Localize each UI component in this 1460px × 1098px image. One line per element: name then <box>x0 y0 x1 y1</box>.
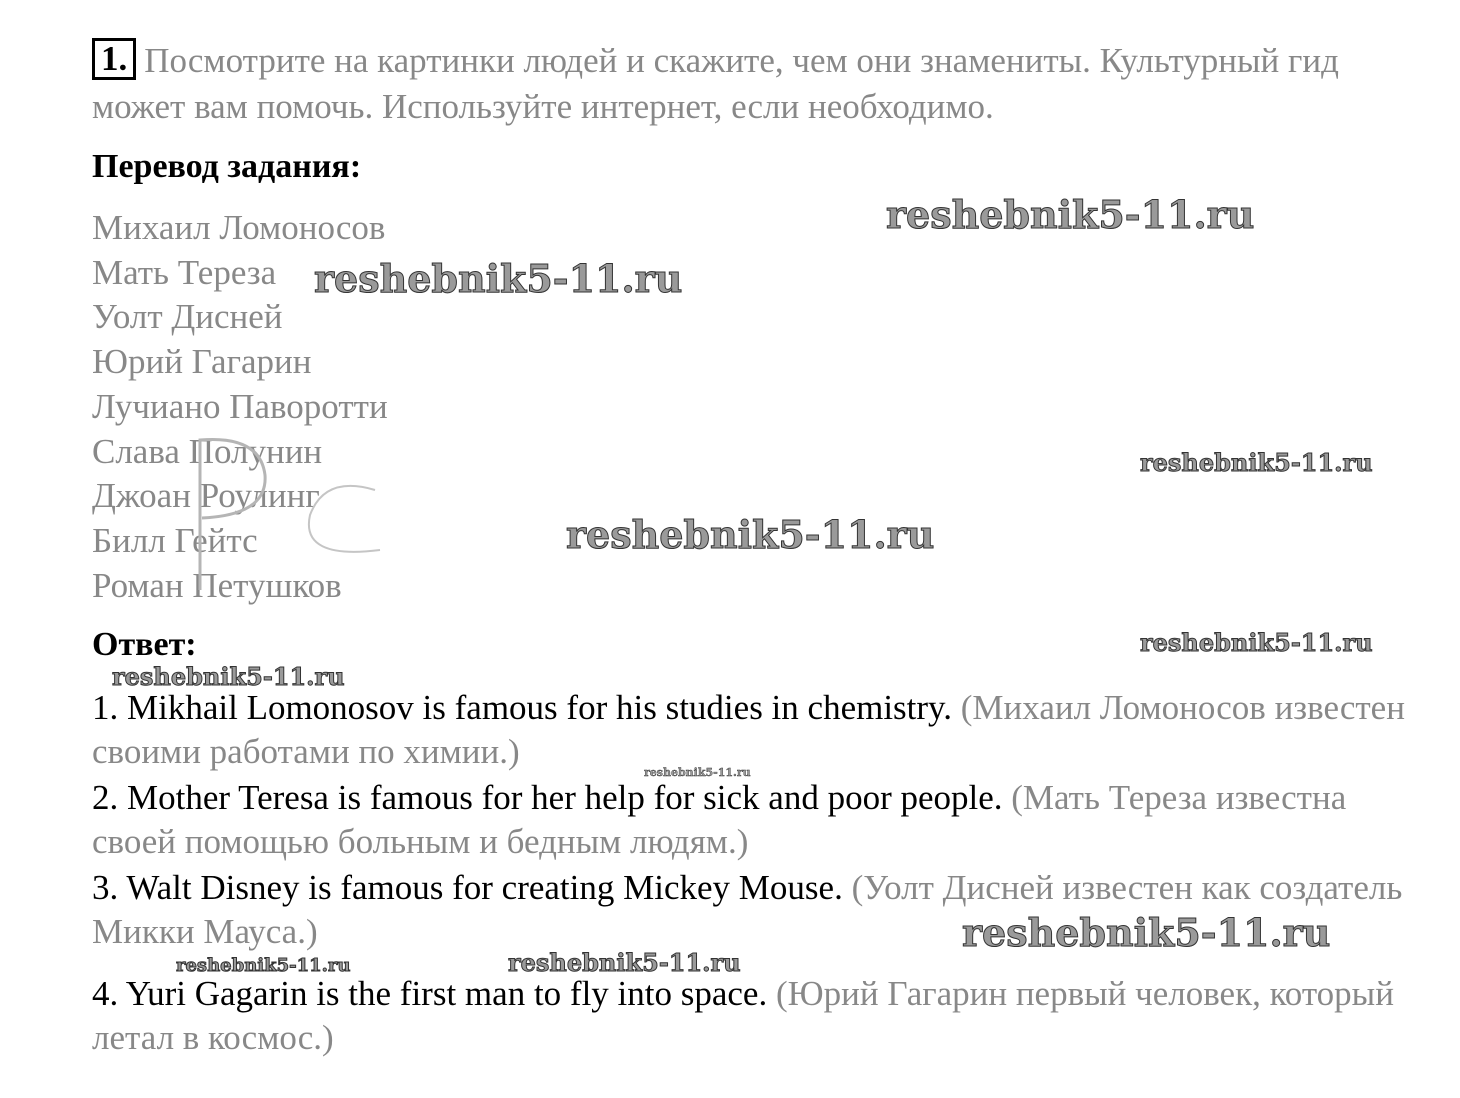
answers-list <box>92 686 1422 1060</box>
watermark-text: reshebnik5-11.ru <box>112 662 345 691</box>
logo-mark <box>190 430 390 600</box>
watermark-text: reshebnik5-11.ru <box>1140 628 1373 657</box>
answer-item <box>92 776 1422 864</box>
watermark-text: reshebnik5-11.ru <box>314 256 683 301</box>
watermark-text: reshebnik5-11.ru <box>1140 448 1373 477</box>
answer-russian: (Юрий Гагарин первый человек, который летал в космос.) <box>92 974 1394 1057</box>
watermark-text: reshebnik5-11.ru <box>566 512 935 557</box>
list-item: Роман Петушков <box>92 565 342 605</box>
watermark-text: reshebnik5-11.ru <box>886 192 1255 237</box>
watermark-text: reshebnik5-11.ru <box>644 766 751 779</box>
list-item: Михаил Ломоносов <box>92 208 386 247</box>
answer-english: 4. Yuri Gagarin is the first man to fly into space. <box>92 974 768 1013</box>
answer-item <box>92 972 1422 1060</box>
answer-russian: (Уолт Дисней известен как создатель Микки Мауса.) <box>92 868 1403 951</box>
list-item: Мать Тереза <box>92 252 277 292</box>
answer-english: 2. Mother Teresa is famous for her help for sick and poor people. <box>92 778 1003 817</box>
watermark-text: reshebnik5-11.ru <box>962 910 1331 955</box>
answer-russian: (Михаил Ломоносов известен своими работами по химии.) <box>92 688 1405 771</box>
watermark-text: reshebnik5-11.ru <box>508 948 741 977</box>
task-statement <box>92 38 1432 130</box>
list-item: Слава Полунин <box>92 431 323 471</box>
list-item: Уолт Дисней <box>92 297 283 337</box>
answer-english: 1. Mikhail Lomonosov is famous for his studies in chemistry. <box>92 688 953 727</box>
answer-item <box>92 686 1422 774</box>
answer-russian: (Мать Тереза известна своей помощью больным и бедным людям.) <box>92 778 1347 861</box>
watermark-text: reshebnik5-11.ru <box>176 955 351 976</box>
task-number: 1. <box>92 38 136 80</box>
list-item: Джоан Роулинг <box>92 476 320 516</box>
answer-heading: Ответ: <box>92 626 197 663</box>
list-item: Лучиано Паворотти <box>92 386 388 426</box>
answer-english: 3. Walt Disney is famous for creating Mickey Mouse. <box>92 868 843 907</box>
translation-heading: Перевод задания: <box>92 148 362 185</box>
list-item: Билл Гейтс <box>92 520 258 560</box>
list-item: Юрий Гагарин <box>92 342 312 382</box>
task-text: Посмотрите на картинки людей и скажите, чем они знамениты. Культурный гид может вам помочь. Используйте интернет, если необходимо. <box>92 41 1339 126</box>
